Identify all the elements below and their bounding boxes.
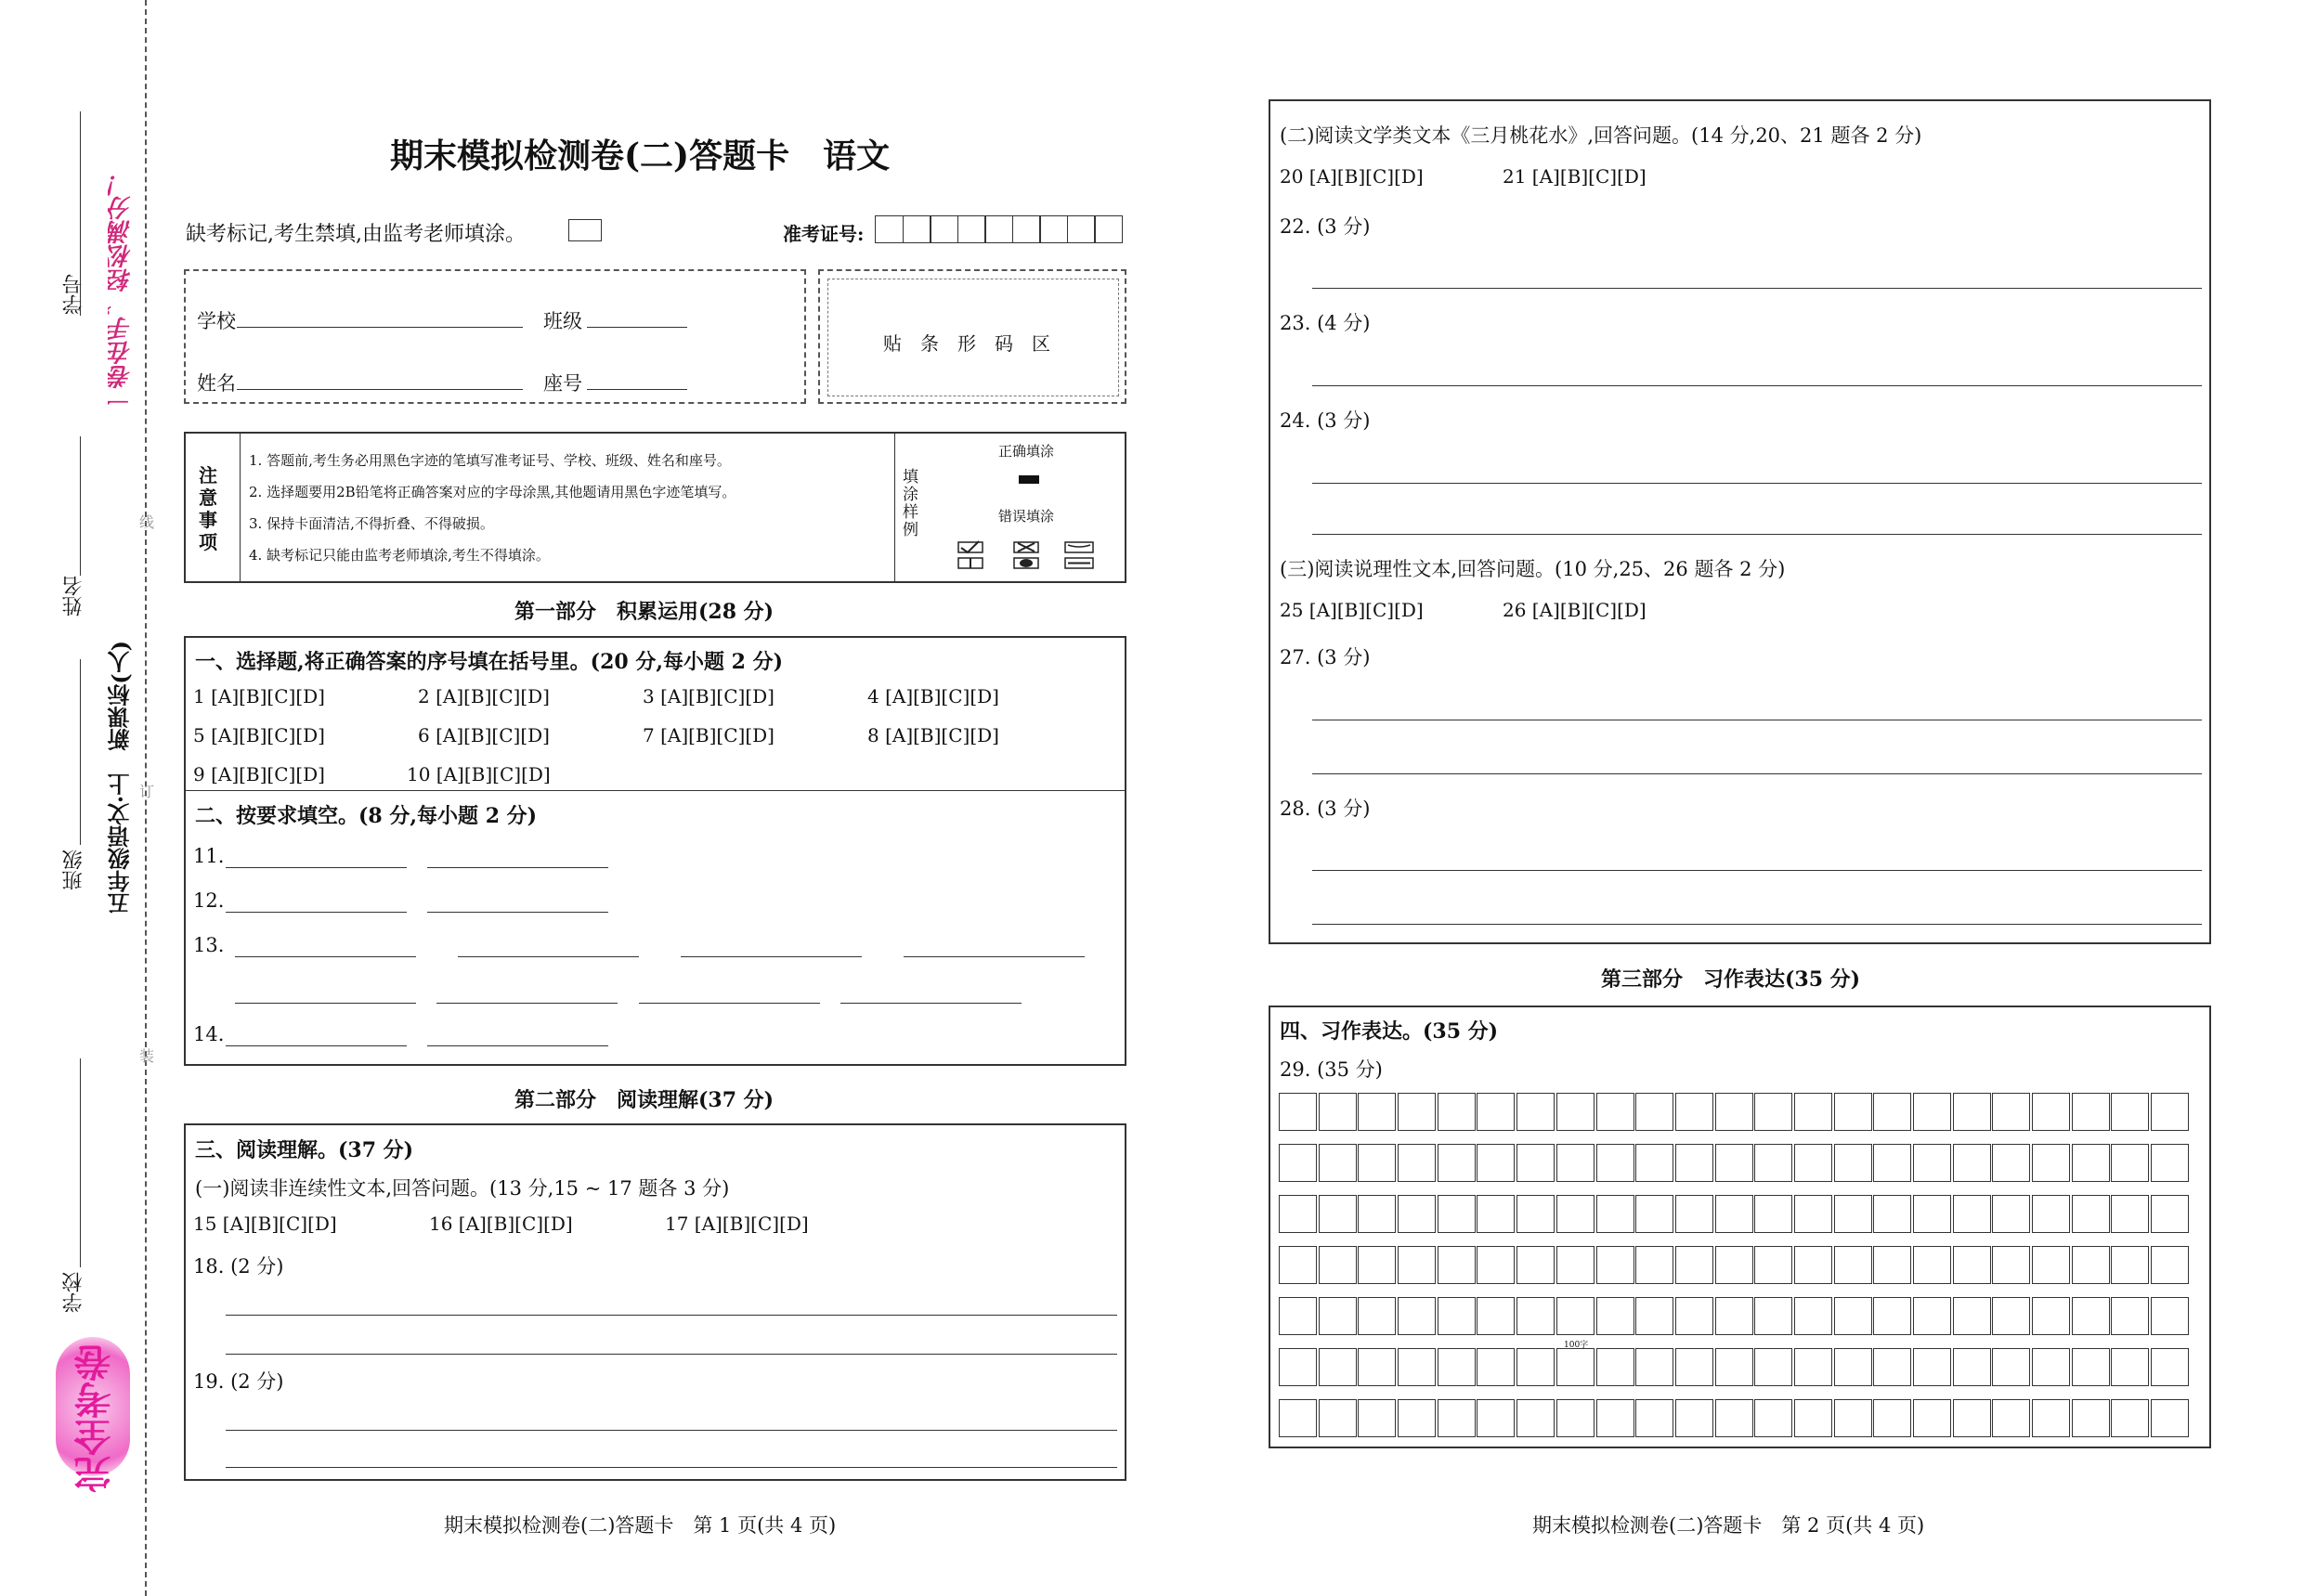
blank-13d[interactable] <box>904 956 1085 957</box>
writing-cell[interactable] <box>1319 1297 1357 1335</box>
writing-cell[interactable] <box>1794 1093 1832 1131</box>
writing-cell[interactable] <box>1754 1195 1792 1233</box>
writing-cell[interactable] <box>1794 1195 1832 1233</box>
page1-footer: 期末模拟检测卷(二)答题卡 第 1 页(共 4 页) <box>444 1514 837 1537</box>
writing-cell[interactable] <box>1834 1246 1872 1284</box>
blank-13c[interactable] <box>681 956 862 957</box>
writing-cell[interactable] <box>1873 1144 1911 1182</box>
name-field-label: 姓名 <box>197 372 236 395</box>
writing-cell[interactable] <box>1398 1144 1436 1182</box>
writing-cell[interactable] <box>1635 1144 1673 1182</box>
fill-item-14: 14. <box>193 1023 225 1045</box>
writing-cell[interactable] <box>1715 1297 1753 1335</box>
writing-cell[interactable] <box>1715 1195 1753 1233</box>
word-count-mark: 100字 <box>1564 1341 1589 1350</box>
writing-cell[interactable] <box>1635 1297 1673 1335</box>
choice-10[interactable]: 10 [A][B][C][D] <box>407 763 551 785</box>
school-field-label: 学校 <box>197 310 236 332</box>
writing-cell[interactable] <box>1398 1093 1436 1131</box>
writing-cell[interactable] <box>1556 1399 1595 1437</box>
sec1-title: 一、选择题,将正确答案的序号填在括号里。(20 分,每小题 2 分) <box>195 650 784 674</box>
note-3: 3. 保持卡面清洁,不得折叠、不得破损。 <box>249 515 494 532</box>
writing-cell[interactable] <box>2111 1399 2149 1437</box>
writing-cell[interactable] <box>1873 1399 1911 1437</box>
writing-grid-row <box>1279 1144 2191 1182</box>
writing-grid-row <box>1279 1348 2191 1386</box>
writing-cell[interactable] <box>2032 1144 2070 1182</box>
writing-cell[interactable] <box>1715 1246 1753 1284</box>
choice-7[interactable]: 7 [A][B][C][D] <box>643 724 775 746</box>
q24-label: 24. (3 分) <box>1280 409 1371 432</box>
writing-cell[interactable] <box>2111 1246 2149 1284</box>
writing-cell[interactable] <box>2032 1246 2070 1284</box>
writing-cell[interactable] <box>1675 1246 1713 1284</box>
fill-wrong-marks <box>957 540 1105 572</box>
writing-grid-row <box>1279 1093 2191 1131</box>
writing-cell[interactable] <box>1794 1399 1832 1437</box>
writing-cell[interactable] <box>1358 1144 1396 1182</box>
sec2-title: 二、按要求填空。(8 分,每小题 2 分) <box>195 804 538 828</box>
note-4: 4. 缺考标记只能由监考老师填涂,考生不得填涂。 <box>249 547 550 564</box>
writing-grid-row <box>1279 1297 2191 1335</box>
q23-label: 23. (4 分) <box>1280 312 1371 334</box>
writing-cell[interactable] <box>2072 1093 2110 1131</box>
writing-cell[interactable] <box>1913 1246 1951 1284</box>
writing-cell[interactable] <box>1913 1399 1951 1437</box>
writing-cell[interactable] <box>1398 1297 1436 1335</box>
cut-mark-zhuang: 装 <box>139 1047 155 1065</box>
writing-cell[interactable] <box>1675 1399 1713 1437</box>
fill-correct-label: 正确填涂 <box>998 443 1055 460</box>
blank-13a[interactable] <box>235 956 416 957</box>
exam-no-label: 准考证号: <box>783 223 865 245</box>
writing-cell[interactable] <box>1319 1246 1357 1284</box>
writing-cell[interactable] <box>1834 1144 1872 1182</box>
writing-cell[interactable] <box>2151 1195 2189 1233</box>
writing-cell[interactable] <box>1319 1348 1357 1386</box>
writing-cell[interactable] <box>2151 1093 2189 1131</box>
part2-title: 第二部分 阅读理解(37 分) <box>514 1088 775 1112</box>
writing-cell[interactable] <box>1754 1399 1792 1437</box>
writing-cell[interactable] <box>1358 1399 1396 1437</box>
writing-grid-row <box>1279 1399 2191 1437</box>
writing-cell[interactable] <box>1516 1297 1555 1335</box>
writing-cell[interactable] <box>1834 1348 1872 1386</box>
writing-cell[interactable] <box>2111 1144 2149 1182</box>
writing-cell[interactable] <box>1319 1399 1357 1437</box>
writing-cell[interactable] <box>1596 1348 1634 1386</box>
writing-cell[interactable] <box>1715 1348 1753 1386</box>
writing-cell[interactable] <box>1834 1297 1872 1335</box>
school-label: 学校 <box>62 1272 85 1313</box>
writing-cell[interactable] <box>1635 1399 1673 1437</box>
writing-cell[interactable] <box>1953 1093 1991 1131</box>
choice-5[interactable]: 5 [A][B][C][D] <box>193 724 325 746</box>
q18-label: 18. (2 分) <box>193 1255 284 1278</box>
blank-13h[interactable] <box>840 1003 1022 1004</box>
writing-cell[interactable] <box>1477 1348 1515 1386</box>
writing-cell[interactable] <box>1438 1246 1476 1284</box>
writing-cell[interactable] <box>2032 1399 2070 1437</box>
seat-field-label: 座号 <box>543 372 582 395</box>
writing-cell[interactable] <box>1279 1246 1317 1284</box>
writing-cell[interactable] <box>1675 1348 1713 1386</box>
writing-cell[interactable] <box>1873 1297 1911 1335</box>
student-info-box <box>184 269 806 404</box>
fill-item-11: 11. <box>193 845 225 867</box>
class-label: 班级 <box>62 850 85 890</box>
grade-subject: 五年级语文·上 新课标(人) <box>107 641 134 915</box>
writing-cell[interactable] <box>2072 1195 2110 1233</box>
class-line <box>80 659 81 845</box>
writing-cell[interactable] <box>1279 1195 1317 1233</box>
answer-line-28b[interactable] <box>1312 924 2202 925</box>
answer-line-24a[interactable] <box>1312 483 2202 484</box>
writing-cell[interactable] <box>1675 1297 1713 1335</box>
writing-cell[interactable] <box>1873 1348 1911 1386</box>
writing-cell[interactable] <box>1556 1246 1595 1284</box>
note-1: 1. 答题前,考生务必用黑色字迹的笔填写准考证号、学校、班级、姓名和座号。 <box>249 452 731 469</box>
blank-14a[interactable] <box>226 1045 407 1046</box>
answer-line-18a[interactable] <box>226 1315 1117 1316</box>
writing-cell[interactable] <box>2111 1348 2149 1386</box>
writing-cell[interactable] <box>1715 1399 1753 1437</box>
choice-9[interactable]: 9 [A][B][C][D] <box>193 763 325 785</box>
writing-cell[interactable] <box>1794 1246 1832 1284</box>
class-field-label: 班级 <box>543 310 582 332</box>
writing-cell[interactable] <box>1319 1195 1357 1233</box>
writing-cell[interactable] <box>2032 1348 2070 1386</box>
writing-cell[interactable] <box>1596 1093 1634 1131</box>
writing-cell[interactable] <box>1794 1144 1832 1182</box>
writing-cell[interactable] <box>2072 1246 2110 1284</box>
writing-cell[interactable] <box>1319 1144 1357 1182</box>
answer-line-23[interactable] <box>1312 385 2202 386</box>
q29-label: 29. (35 分) <box>1280 1058 1383 1081</box>
writing-cell[interactable] <box>1477 1297 1515 1335</box>
writing-cell[interactable] <box>1398 1399 1436 1437</box>
writing-cell[interactable] <box>1635 1093 1673 1131</box>
writing-cell[interactable] <box>1358 1093 1396 1131</box>
writing-cell[interactable] <box>1477 1399 1515 1437</box>
choice-2[interactable]: 2 [A][B][C][D] <box>418 685 550 707</box>
writing-cell[interactable] <box>1596 1297 1634 1335</box>
writing-cell[interactable] <box>1794 1348 1832 1386</box>
writing-cell[interactable] <box>2111 1093 2149 1131</box>
writing-cell[interactable] <box>1556 1348 1595 1386</box>
school-field[interactable] <box>237 327 523 328</box>
writing-cell[interactable] <box>2072 1144 2110 1182</box>
school-line <box>80 1058 81 1267</box>
choice-20[interactable]: 20 [A][B][C][D] <box>1280 165 1424 188</box>
class-field[interactable] <box>587 327 687 328</box>
name-field[interactable] <box>237 389 523 390</box>
answer-line-24b[interactable] <box>1312 534 2202 535</box>
writing-cell[interactable] <box>1438 1093 1476 1131</box>
writing-cell[interactable] <box>1516 1093 1555 1131</box>
writing-cell[interactable] <box>1279 1399 1317 1437</box>
choice-4[interactable]: 4 [A][B][C][D] <box>867 685 999 707</box>
writing-cell[interactable] <box>2032 1093 2070 1131</box>
choice-6[interactable]: 6 [A][B][C][D] <box>418 724 550 746</box>
writing-cell[interactable] <box>1953 1144 1991 1182</box>
writing-cell[interactable] <box>1913 1144 1951 1182</box>
writing-cell[interactable] <box>1913 1348 1951 1386</box>
blank-14b[interactable] <box>427 1045 608 1046</box>
writing-cell[interactable] <box>1754 1246 1792 1284</box>
sec3-title: 三、阅读理解。(37 分) <box>195 1138 414 1162</box>
q19-label: 19. (2 分) <box>193 1370 284 1393</box>
writing-cell[interactable] <box>1992 1297 2030 1335</box>
absent-checkbox[interactable] <box>568 219 602 241</box>
writing-cell[interactable] <box>1358 1297 1396 1335</box>
choice-21[interactable]: 21 [A][B][C][D] <box>1503 165 1647 188</box>
q27-label: 27. (3 分) <box>1280 646 1371 668</box>
fill-correct-mark <box>1019 475 1039 484</box>
writing-cell[interactable] <box>1596 1246 1634 1284</box>
writing-cell[interactable] <box>1438 1144 1476 1182</box>
writing-cell[interactable] <box>2151 1246 2189 1284</box>
name-line <box>80 436 81 576</box>
writing-cell[interactable] <box>1754 1144 1792 1182</box>
blank-13b[interactable] <box>458 956 639 957</box>
barcode-label: 贴 条 形 码 区 <box>883 332 1050 355</box>
blank-13e[interactable] <box>235 1003 416 1004</box>
writing-cell[interactable] <box>1516 1144 1555 1182</box>
writing-cell[interactable] <box>1279 1093 1317 1131</box>
answer-line-18b[interactable] <box>226 1354 1117 1355</box>
fill-wrong-label: 错误填涂 <box>998 508 1055 525</box>
part1-title: 第一部分 积累运用(28 分) <box>514 600 775 624</box>
writing-cell[interactable] <box>2151 1399 2189 1437</box>
q22-label: 22. (3 分) <box>1280 215 1371 238</box>
writing-cell[interactable] <box>2032 1297 2070 1335</box>
writing-cell[interactable] <box>1953 1348 1991 1386</box>
writing-cell[interactable] <box>1596 1195 1634 1233</box>
writing-cell[interactable] <box>1953 1297 1991 1335</box>
writing-cell[interactable] <box>2072 1399 2110 1437</box>
choice-17[interactable]: 17 [A][B][C][D] <box>665 1213 809 1235</box>
choice-15[interactable]: 15 [A][B][C][D] <box>193 1213 337 1235</box>
brand-logo <box>56 1337 130 1493</box>
student-no-label: 学号 <box>62 274 85 315</box>
cut-mark-xian: 线 <box>139 513 155 531</box>
cut-mark-ding: 订 <box>139 783 155 800</box>
fill-item-12: 12. <box>193 889 225 912</box>
writing-cell[interactable] <box>1319 1093 1357 1131</box>
writing-cell[interactable] <box>2151 1144 2189 1182</box>
writing-cell[interactable] <box>1398 1348 1436 1386</box>
writing-cell[interactable] <box>1913 1195 1951 1233</box>
absent-note: 缺考标记,考生禁填,由监考老师填涂。 <box>186 223 526 246</box>
writing-cell[interactable] <box>1754 1348 1792 1386</box>
writing-cell[interactable] <box>1516 1246 1555 1284</box>
answer-line-27b[interactable] <box>1312 773 2202 774</box>
choice-16[interactable]: 16 [A][B][C][D] <box>429 1213 573 1235</box>
barcode-area <box>818 269 1126 404</box>
writing-cell[interactable] <box>1398 1246 1436 1284</box>
writing-cell[interactable] <box>1794 1297 1832 1335</box>
blank-11b[interactable] <box>427 867 608 868</box>
fill-item-13: 13. <box>193 934 225 956</box>
writing-cell[interactable] <box>2072 1297 2110 1335</box>
writing-cell[interactable] <box>1398 1195 1436 1233</box>
note-2: 2. 选择题要用2B铅笔将正确答案对应的字母涂黑,其他题请用黑色字迹笔填写。 <box>249 484 736 500</box>
writing-cell[interactable] <box>1358 1246 1396 1284</box>
blank-13g[interactable] <box>639 1003 820 1004</box>
page2-footer: 期末模拟检测卷(二)答题卡 第 2 页(共 4 页) <box>1532 1514 1925 1537</box>
page-title: 期末模拟检测卷(二)答题卡 语文 <box>390 136 891 175</box>
notes-title: 注意事项 <box>199 464 217 553</box>
writing-cell[interactable] <box>1953 1246 1991 1284</box>
writing-cell[interactable] <box>1992 1144 2030 1182</box>
writing-cell[interactable] <box>1715 1144 1753 1182</box>
exam-no-boxes[interactable] <box>875 215 1122 243</box>
writing-cell[interactable] <box>1992 1195 2030 1233</box>
writing-cell[interactable] <box>1873 1093 1911 1131</box>
name-label: 姓名 <box>62 576 85 616</box>
seat-field[interactable] <box>587 389 687 390</box>
fill-example-title: 填涂样例 <box>903 468 918 539</box>
writing-cell[interactable] <box>1754 1297 1792 1335</box>
writing-cell[interactable] <box>1715 1093 1753 1131</box>
writing-cell[interactable] <box>1834 1195 1872 1233</box>
writing-cell[interactable] <box>1596 1399 1634 1437</box>
writing-cell[interactable] <box>1635 1195 1673 1233</box>
writing-cell[interactable] <box>1992 1093 2030 1131</box>
writing-cell[interactable] <box>1635 1246 1673 1284</box>
writing-cell[interactable] <box>1516 1399 1555 1437</box>
answer-line-28a[interactable] <box>1312 870 2202 871</box>
blank-12a[interactable] <box>226 912 407 913</box>
choice-3[interactable]: 3 [A][B][C][D] <box>643 685 775 707</box>
section-3-continued-box <box>1269 99 2211 944</box>
q28-label: 28. (3 分) <box>1280 798 1371 820</box>
writing-cell[interactable] <box>1279 1297 1317 1335</box>
writing-grid-row <box>1279 1246 2191 1284</box>
sec4-title: 四、习作表达。(35 分) <box>1280 1019 1499 1044</box>
writing-cell[interactable] <box>1913 1297 1951 1335</box>
writing-cell[interactable] <box>1516 1195 1555 1233</box>
answer-line-19b[interactable] <box>226 1467 1117 1468</box>
choice-8[interactable]: 8 [A][B][C][D] <box>867 724 999 746</box>
part3-title: 第三部分 习作表达(35 分) <box>1601 967 1861 992</box>
writing-cell[interactable] <box>1675 1144 1713 1182</box>
writing-cell[interactable] <box>1438 1348 1476 1386</box>
answer-line-22[interactable] <box>1312 288 2202 289</box>
writing-cell[interactable] <box>1834 1093 1872 1131</box>
writing-grid-row <box>1279 1195 2191 1233</box>
writing-cell[interactable] <box>1992 1348 2030 1386</box>
student-no-line <box>80 111 81 316</box>
writing-cell[interactable] <box>2111 1297 2149 1335</box>
slogan: 一卷在手，轻松满分！ <box>108 172 136 413</box>
writing-cell[interactable] <box>1358 1348 1396 1386</box>
writing-cell[interactable] <box>1834 1399 1872 1437</box>
writing-cell[interactable] <box>1477 1093 1515 1131</box>
answer-line-19a[interactable] <box>226 1430 1117 1431</box>
choice-1[interactable]: 1 [A][B][C][D] <box>193 685 325 707</box>
writing-cell[interactable] <box>1556 1144 1595 1182</box>
writing-cell[interactable] <box>1992 1399 2030 1437</box>
writing-cell[interactable] <box>2072 1348 2110 1386</box>
writing-cell[interactable] <box>1556 1093 1595 1131</box>
writing-cell[interactable] <box>1477 1195 1515 1233</box>
writing-cell[interactable] <box>1873 1195 1911 1233</box>
writing-cell[interactable] <box>1992 1246 2030 1284</box>
writing-cell[interactable] <box>1953 1399 1991 1437</box>
writing-cell[interactable] <box>1556 1297 1595 1335</box>
writing-cell[interactable] <box>1438 1399 1476 1437</box>
writing-cell[interactable] <box>1675 1195 1713 1233</box>
writing-cell[interactable] <box>1754 1093 1792 1131</box>
writing-cell[interactable] <box>1438 1297 1476 1335</box>
sub3-title: (三)阅读说理性文本,回答问题。(10 分,25、26 题各 2 分) <box>1280 558 1786 580</box>
writing-cell[interactable] <box>1873 1246 1911 1284</box>
choice-25[interactable]: 25 [A][B][C][D] <box>1280 599 1424 621</box>
writing-cell[interactable] <box>1477 1246 1515 1284</box>
writing-cell[interactable] <box>1438 1195 1476 1233</box>
writing-cell[interactable] <box>1913 1093 1951 1131</box>
writing-cell[interactable] <box>1556 1195 1595 1233</box>
blank-12b[interactable] <box>427 912 608 913</box>
writing-cell[interactable] <box>1279 1144 1317 1182</box>
choice-26[interactable]: 26 [A][B][C][D] <box>1503 599 1647 621</box>
writing-cell[interactable] <box>2151 1297 2189 1335</box>
writing-cell[interactable] <box>1279 1348 1317 1386</box>
writing-cell[interactable] <box>1953 1195 1991 1233</box>
writing-cell[interactable] <box>1477 1144 1515 1182</box>
writing-cell[interactable] <box>2032 1195 2070 1233</box>
writing-cell[interactable] <box>1516 1348 1555 1386</box>
sub2-title: (二)阅读文学类文本《三月桃花水》,回答问题。(14 分,20、21 题各 2 分) <box>1280 124 1922 147</box>
brand-text: 完全考卷 <box>74 1344 117 1493</box>
writing-cell[interactable] <box>2151 1348 2189 1386</box>
writing-cell[interactable] <box>1358 1195 1396 1233</box>
writing-cell[interactable] <box>2111 1195 2149 1233</box>
writing-cell[interactable] <box>1675 1093 1713 1131</box>
writing-cell[interactable] <box>1596 1144 1634 1182</box>
sec3-sub1: (一)阅读非连续性文本,回答问题。(13 分,15 ~ 17 题各 3 分) <box>195 1177 730 1200</box>
blank-13f[interactable] <box>436 1003 618 1004</box>
writing-cell[interactable] <box>1635 1348 1673 1386</box>
blank-11a[interactable] <box>226 867 407 868</box>
